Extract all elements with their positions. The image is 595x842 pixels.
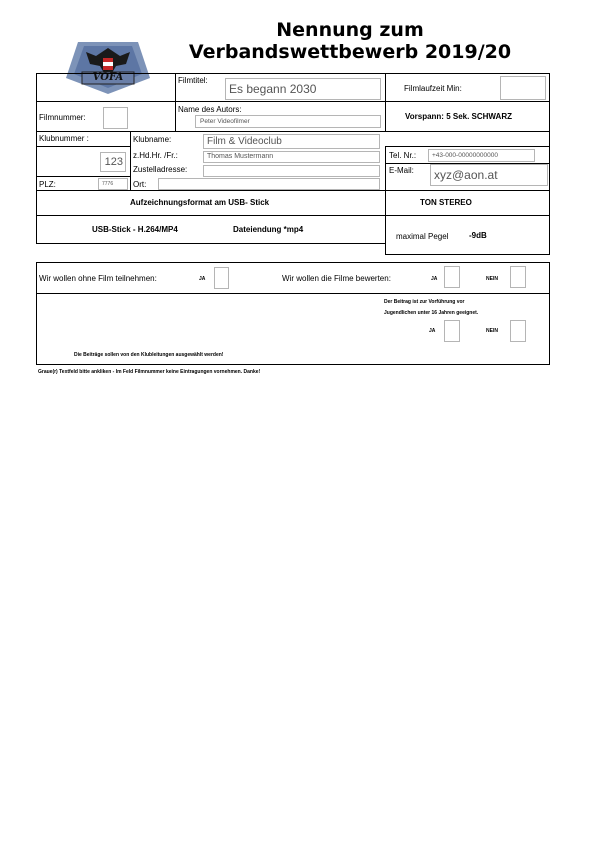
- ohne-film-ja-checkbox[interactable]: [214, 267, 229, 289]
- bewerten-nein-checkbox[interactable]: [510, 266, 526, 288]
- klubname-label: Klubname:: [133, 135, 172, 144]
- bewerten-label: Wir wollen die Filme bewerten:: [282, 274, 391, 283]
- page-title-line-1: Nennung zum: [276, 19, 424, 41]
- jugend-nein-checkbox[interactable]: [510, 320, 526, 342]
- filmnummer-label: Filmnummer:: [39, 113, 86, 122]
- plz-input[interactable]: 7776: [98, 178, 128, 190]
- bewerten-nein-label: NEIN: [486, 276, 498, 282]
- vorspann-text: Vorspann: 5 Sek. SCHWARZ: [405, 112, 512, 121]
- ton-label: TON STEREO: [420, 198, 472, 207]
- tel-input[interactable]: +43-000-00000000000: [428, 149, 535, 162]
- zhd-label: z.Hd.Hr. /Fr.:: [133, 151, 178, 160]
- klubname-input[interactable]: Film & Videoclub: [203, 134, 380, 149]
- email-label: E-Mail:: [389, 166, 414, 175]
- ohne-film-label: Wir wollen ohne Film teilnehmen:: [39, 274, 157, 283]
- ort-label: Ort:: [133, 180, 147, 189]
- pegel-value: -9dB: [469, 231, 487, 240]
- klubnummer-input[interactable]: 123: [100, 152, 126, 172]
- autor-label: Name des Autors:: [178, 105, 242, 114]
- email-input[interactable]: xyz@aon.at: [430, 164, 548, 186]
- filmtitel-label: Filmtitel:: [178, 76, 208, 85]
- autor-input[interactable]: Peter Videofilmer: [195, 115, 381, 128]
- filmnummer-input[interactable]: [103, 107, 128, 129]
- filmlaufzeit-input[interactable]: [500, 76, 546, 100]
- filmtitel-input[interactable]: Es begann 2030: [225, 78, 381, 100]
- usb-label: USB-Stick - H.264/MP4: [92, 225, 178, 234]
- bewerten-ja-label: JA: [431, 276, 438, 282]
- beitraege-note: Die Beiträge sollen von den Klubleitungen ausgewählt werden!: [74, 352, 224, 358]
- jugend-text-line-1: Der Beitrag ist zur Vorführung vor: [384, 299, 465, 305]
- bewerten-ja-checkbox[interactable]: [444, 266, 460, 288]
- zustelladresse-label: Zustelladresse:: [133, 165, 188, 174]
- filmlaufzeit-label: Filmlaufzeit Min:: [404, 84, 462, 93]
- dateiendung-label: Dateiendung *mp4: [233, 225, 304, 234]
- ohne-film-ja-label: JA: [199, 276, 206, 282]
- klubnummer-label: Klubnummer :: [39, 134, 89, 143]
- zustelladresse-input[interactable]: [203, 165, 380, 177]
- tel-label: Tel. Nr.:: [389, 151, 417, 160]
- plz-label: PLZ:: [39, 180, 56, 189]
- page-title-line-2: Verbandswettbewerb 2019/20: [188, 41, 512, 63]
- zhd-input[interactable]: Thomas Mustermann: [203, 151, 380, 163]
- pegel-label: maximal Pegel: [396, 232, 449, 241]
- logo-text: VÖFA: [92, 72, 124, 83]
- ort-input[interactable]: [158, 178, 380, 190]
- jugend-nein-label: NEIN: [486, 328, 498, 334]
- jugend-ja-label: JA: [429, 328, 436, 334]
- footer-note: Graue(r) Textfeld bitte ankliken - Im Feld Filmnummer keine Eintragungen vornehmen. Danke!: [38, 369, 261, 375]
- usb-row: [36, 215, 386, 244]
- jugend-ja-checkbox[interactable]: [444, 320, 460, 342]
- jugend-text-line-2: Jugendlichen unter 16 Jahren geeignet.: [384, 310, 479, 316]
- aufzeichnung-label: Aufzeichnungsformat am USB- Stick: [130, 198, 270, 207]
